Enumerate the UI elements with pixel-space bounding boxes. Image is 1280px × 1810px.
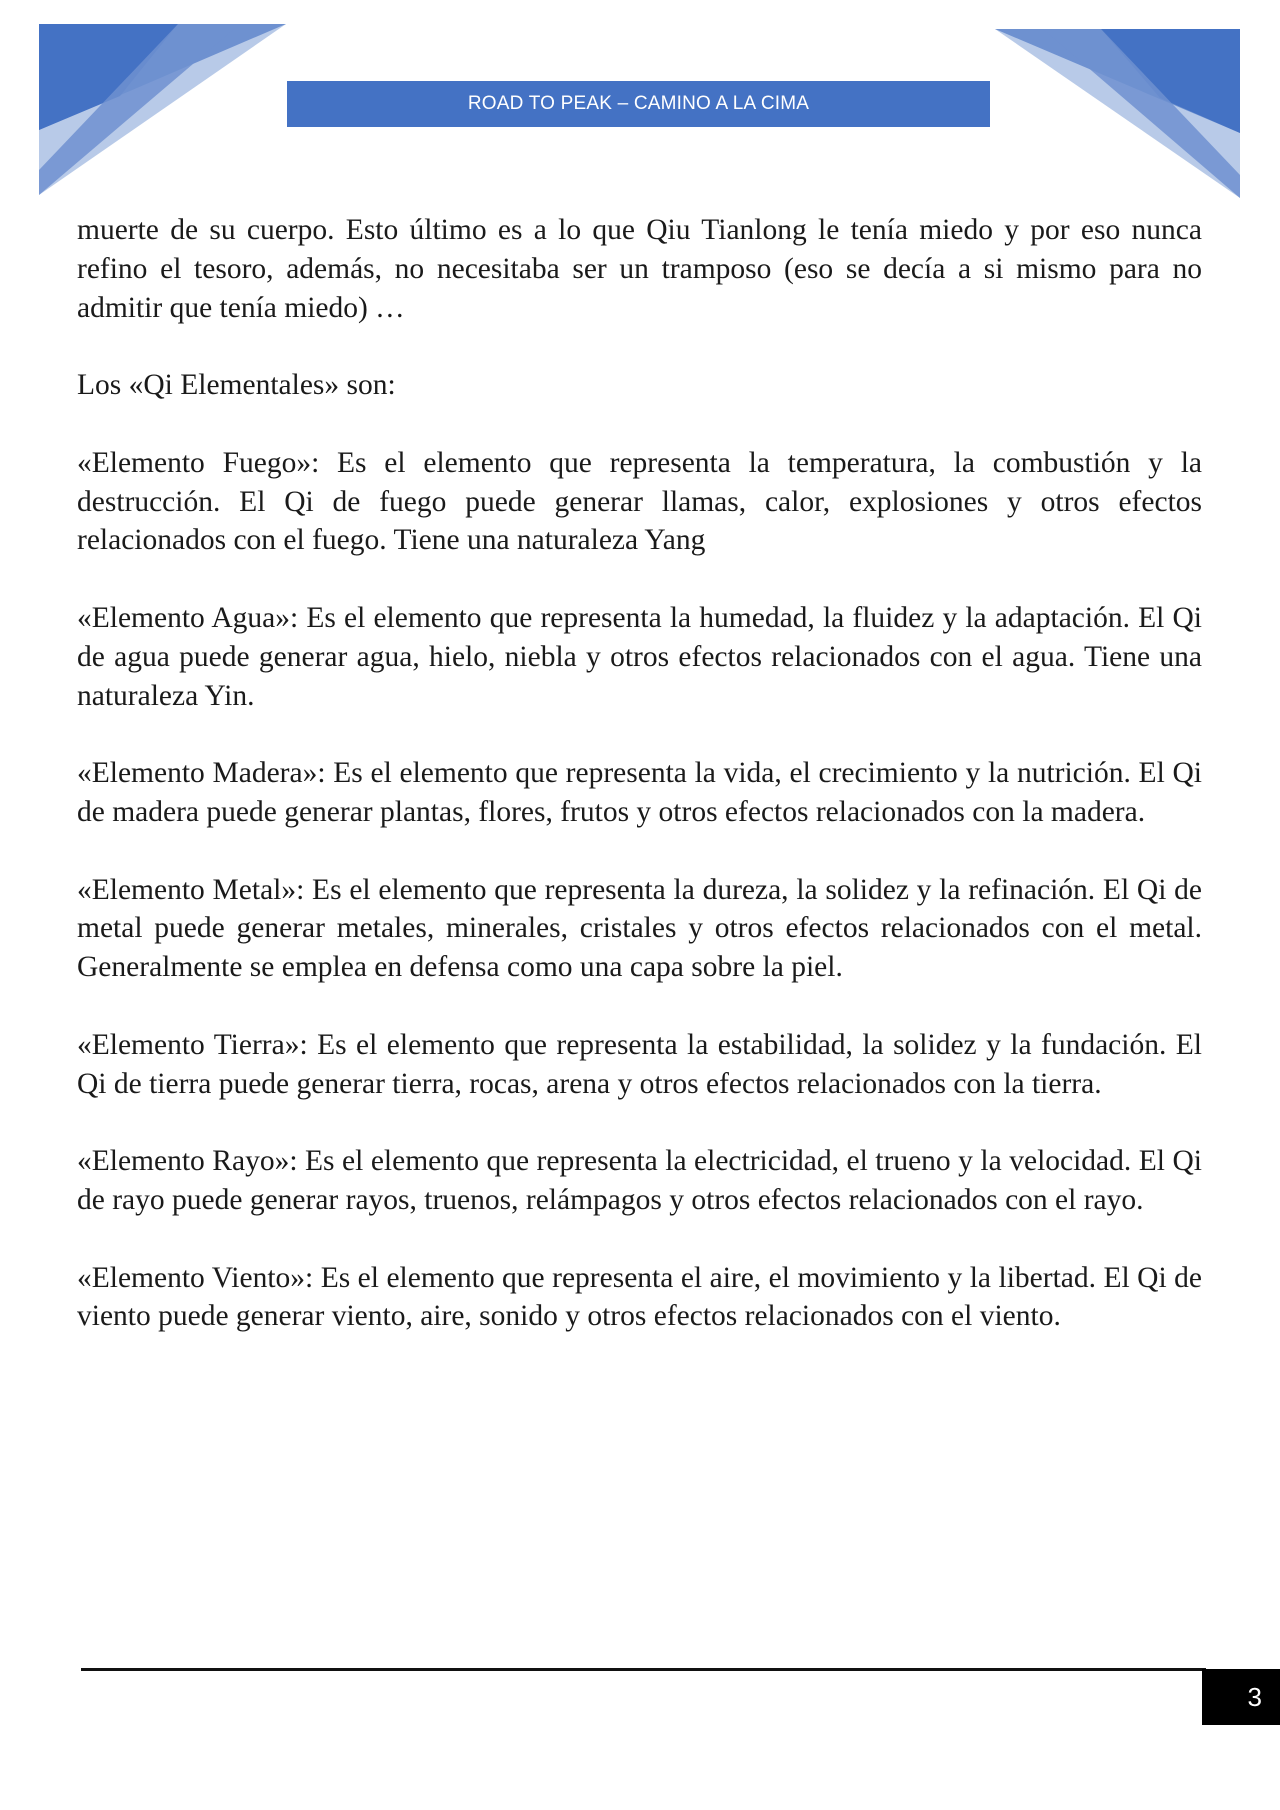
paragraph-element-lightning: «Elemento Rayo»: Es el elemento que representa la electricidad, el trueno y la velocidad. El Qi de rayo puede generar rayos, truenos, relámpagos y otros efectos relacionados con el rayo. xyxy=(77,1145,1202,1216)
running-header xyxy=(287,81,990,127)
paragraph-element-water: «Elemento Agua»: Es el elemento que representa la humedad, la fluidez y la adaptación. El Qi de agua puede generar agua, hielo, niebla y otros efectos relacionados con el agua. Tiene una naturaleza Yin. xyxy=(77,601,1202,712)
paragraph-element-earth: «Elemento Tierra»: Es el elemento que representa la estabilidad, la solidez y la fundación. El Qi de tierra puede generar tierra, rocas, arena y otros efectos relacionados con la tierra. xyxy=(77,1028,1202,1100)
corner-triangle-left-icon xyxy=(0,0,300,210)
corner-triangle-right-icon xyxy=(980,0,1280,210)
paragraph-intro: Los «Qi Elementales» son: xyxy=(77,369,396,402)
paragraph-element-fire: «Elemento Fuego»: Es el elemento que representa la temperatura, la combustión y la destrucción. El Qi de fuego puede generar llamas, calor, explosiones y otros efectos relacionados con el fuego. Tiene una naturaleza Yang xyxy=(77,446,1202,557)
footer-divider xyxy=(81,1668,1206,1671)
page-number-box xyxy=(1202,1669,1280,1725)
header-title: ROAD TO PEAK – CAMINO A LA CIMA xyxy=(467,93,810,114)
paragraph-element-wood: «Elemento Madera»: Es el elemento que representa la vida, el crecimiento y la nutrición. El Qi de madera puede generar plantas, flores, frutos y otros efectos relacionados con la madera. xyxy=(77,757,1202,828)
paragraph-element-metal: «Elemento Metal»: Es el elemento que representa la dureza, la solidez y la refinación. El Qi de metal puede generar metales, minerales, cristales y otros efectos relacionados con el metal. Generalmente se emplea en defensa como una capa sobre la piel. xyxy=(77,873,1202,984)
paragraph-element-wind: «Elemento Viento»: Es el elemento que representa el aire, el movimiento y la libertad. El Qi de viento puede generar viento, aire, sonido y otros efectos relacionados con el viento. xyxy=(77,1261,1202,1333)
paragraph-continuation: muerte de su cuerpo. Esto último es a lo que Qiu Tianlong le tenía miedo y por eso nunca refino el tesoro, además, no necesitaba ser un tramposo (eso se decía a si mismo para no admitir que tenía miedo) … xyxy=(77,214,1202,324)
body-text xyxy=(77,211,1202,1375)
page-number: 3 xyxy=(1247,1681,1262,1712)
